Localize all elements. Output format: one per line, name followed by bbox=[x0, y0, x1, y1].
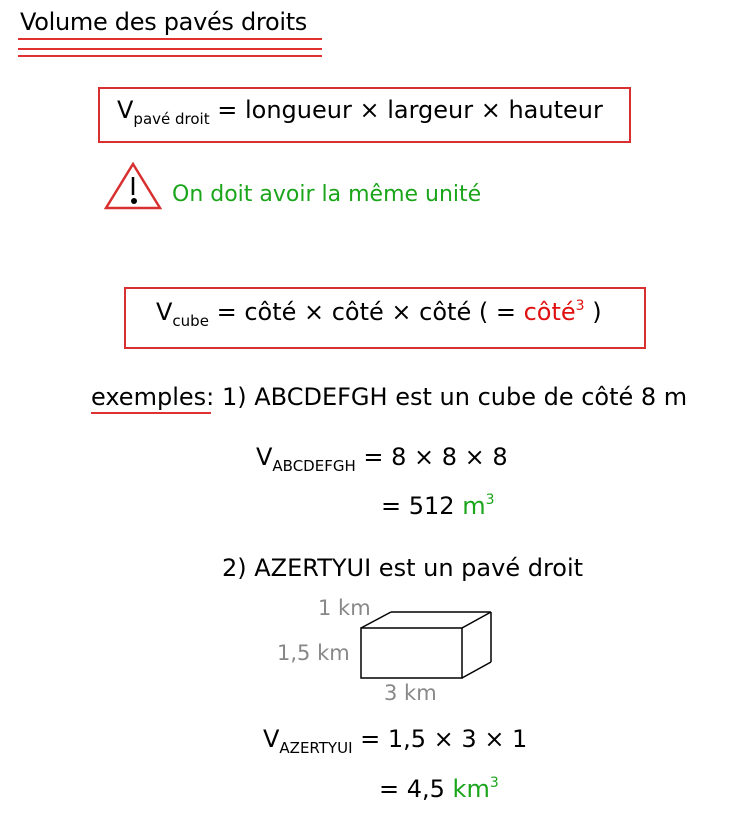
dimension-height: 1,5 km bbox=[277, 641, 350, 665]
warning-triangle-icon bbox=[104, 162, 162, 210]
page-title: Volume des pavés droits bbox=[20, 8, 308, 36]
formula-sub: ABCDEFGH bbox=[272, 457, 356, 475]
formula-exp: 3 bbox=[575, 298, 585, 314]
formula-line1: = 1,5 × 3 × 1 bbox=[360, 725, 528, 753]
formula-cube bbox=[156, 298, 602, 330]
formula-highlight: côté bbox=[523, 298, 576, 326]
dimension-depth: 1 km bbox=[318, 596, 371, 620]
formula-v: V bbox=[263, 725, 280, 753]
title-underline bbox=[18, 38, 322, 62]
result-unit: km bbox=[452, 775, 490, 803]
formula-sub: pavé droit bbox=[133, 110, 210, 128]
formula-sub: cube bbox=[172, 312, 209, 330]
formula-rhs: = côté × côté × côté ( = bbox=[216, 298, 524, 326]
result-unit-exp: 3 bbox=[489, 775, 499, 791]
examples-label: exemples: bbox=[91, 383, 215, 411]
result-unit-exp: 3 bbox=[485, 492, 495, 508]
formula-v: V bbox=[156, 298, 173, 326]
example1-result bbox=[381, 492, 495, 520]
formula-pave bbox=[117, 96, 603, 128]
formula-v: V bbox=[256, 443, 273, 471]
result-value: = 4,5 bbox=[379, 775, 445, 803]
formula-line1: = 8 × 8 × 8 bbox=[363, 443, 508, 471]
cuboid-diagram bbox=[355, 608, 495, 682]
formula-rhs: = longueur × largeur × hauteur bbox=[217, 96, 603, 124]
examples-underline bbox=[91, 412, 211, 414]
example2-statement: 2) AZERTYUI est un pavé droit bbox=[222, 554, 584, 582]
formula-v: V bbox=[117, 96, 134, 124]
example2-result bbox=[379, 775, 499, 803]
example2-formula bbox=[263, 725, 528, 757]
formula-close: ) bbox=[592, 298, 602, 326]
result-unit: m bbox=[462, 492, 486, 520]
example1-statement: 1) ABCDEFGH est un cube de côté 8 m bbox=[222, 383, 688, 411]
result-value: = 512 bbox=[381, 492, 455, 520]
dimension-length: 3 km bbox=[384, 681, 437, 705]
example1-formula bbox=[256, 443, 508, 475]
formula-sub: AZERTYUI bbox=[279, 739, 353, 757]
warning-text: On doit avoir la même unité bbox=[172, 182, 482, 207]
